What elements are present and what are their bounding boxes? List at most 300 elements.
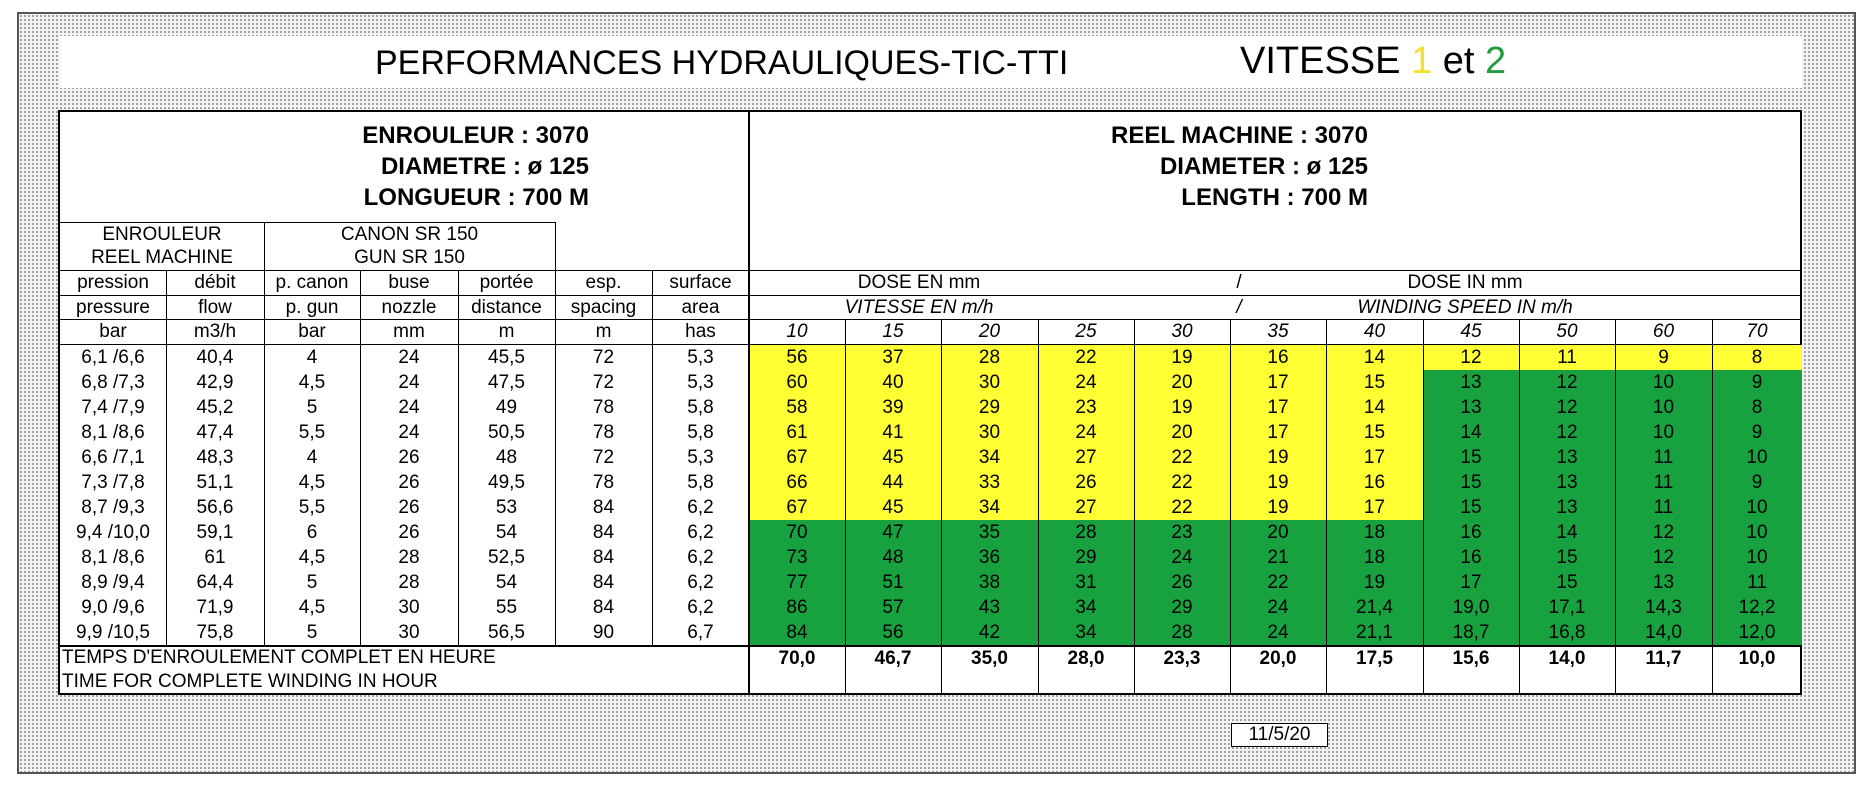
reel-group-fr: ENROULEUR xyxy=(102,223,222,245)
data-cell: 78 xyxy=(592,396,615,418)
dose-cell: 18 xyxy=(1326,520,1423,545)
footer-label-en: TIME FOR COMPLETE WINDING IN HOUR xyxy=(62,671,438,692)
dose-cell: 24 xyxy=(1230,595,1326,620)
dose-cell: 13 xyxy=(1519,495,1615,520)
column-header-fr: portée xyxy=(479,272,534,293)
data-cell: 4,5 xyxy=(298,546,326,568)
dose-cell: 21 xyxy=(1230,545,1326,570)
unit-label: mm xyxy=(393,321,425,342)
speed-col-divider xyxy=(941,319,942,693)
header-fr-line1: ENROULEUR : 3070 xyxy=(362,122,589,149)
dose-cell: 77 xyxy=(749,570,845,595)
dose-cell: 67 xyxy=(749,445,845,470)
dose-cell: 23 xyxy=(1038,395,1134,420)
data-cell: 6,7 xyxy=(687,621,714,643)
winding-time: 20,0 xyxy=(1259,648,1297,669)
speed-col-divider xyxy=(1615,319,1616,693)
dose-cell: 10 xyxy=(1615,395,1712,420)
data-cell: 55 xyxy=(495,596,518,618)
speed-title-prefix: VITESSE xyxy=(1240,40,1401,82)
dose-cell: 13 xyxy=(1519,445,1615,470)
dose-cell: 61 xyxy=(749,420,845,445)
dose-label-fr: DOSE EN mm xyxy=(857,272,981,293)
dose-cell: 44 xyxy=(845,470,941,495)
dose-cell: 20 xyxy=(1230,520,1326,545)
rule-dose-top xyxy=(60,270,1802,271)
speed-value: 30 xyxy=(1171,321,1193,342)
data-cell: 61 xyxy=(204,546,226,568)
data-cell: 24 xyxy=(398,371,420,393)
data-cell: 47,5 xyxy=(488,371,525,393)
dose-cell: 16 xyxy=(1230,345,1326,370)
column-header-en: p. gun xyxy=(285,297,339,318)
dose-cell: 12 xyxy=(1519,370,1615,395)
dose-cell: 15 xyxy=(1423,495,1519,520)
data-cell: 6,2 xyxy=(687,521,714,543)
data-cell: 49 xyxy=(495,396,518,418)
dose-cell: 12,0 xyxy=(1712,620,1802,645)
data-cell: 84 xyxy=(592,571,615,593)
speed-title xyxy=(1240,40,1506,82)
data-cell: 6,2 xyxy=(687,596,714,618)
dose-cell: 19 xyxy=(1230,445,1326,470)
dose-cell: 22 xyxy=(1134,445,1230,470)
column-header-en: distance xyxy=(471,297,542,318)
dose-cell: 15 xyxy=(1423,445,1519,470)
performance-table xyxy=(58,110,1802,695)
dose-cell: 8 xyxy=(1712,345,1802,370)
speed-value: 20 xyxy=(978,321,1001,342)
dose-cell: 17,1 xyxy=(1519,595,1615,620)
header-en-line2: DIAMETER : ø 125 xyxy=(1159,153,1368,180)
dose-cell: 38 xyxy=(941,570,1038,595)
data-cell: 6,8 /7,3 xyxy=(81,371,145,393)
data-cell: 49,5 xyxy=(488,471,525,493)
dose-cell: 28 xyxy=(1134,620,1230,645)
winding-time: 70,0 xyxy=(778,648,816,669)
dose-cell: 16 xyxy=(1423,520,1519,545)
data-cell: 5,3 xyxy=(687,346,714,368)
dose-cell: 10 xyxy=(1615,420,1712,445)
dose-cell: 14 xyxy=(1326,345,1423,370)
speed-col-divider xyxy=(1134,319,1135,693)
header-en xyxy=(960,120,1368,213)
dose-cell: 29 xyxy=(1038,545,1134,570)
dose-cell: 24 xyxy=(1230,620,1326,645)
dose-cell: 10 xyxy=(1712,445,1802,470)
data-cell: 45,5 xyxy=(488,346,525,368)
dose-cell: 10 xyxy=(1712,495,1802,520)
dose-cell: 9 xyxy=(1712,420,1802,445)
speed-1-label: 1 xyxy=(1411,40,1433,82)
speed-value: 25 xyxy=(1075,321,1097,342)
data-cell: 5 xyxy=(306,571,318,593)
left-col-divider xyxy=(458,270,459,645)
center-divider xyxy=(748,112,750,693)
data-cell: 26 xyxy=(398,471,420,493)
data-cell: 75,8 xyxy=(196,621,234,643)
data-cell: 6 xyxy=(306,521,318,543)
gun-group-en: GUN SR 150 xyxy=(354,246,465,268)
data-cell: 9,0 /9,6 xyxy=(81,596,145,618)
speed-col-divider xyxy=(845,319,846,693)
dose-cell: 39 xyxy=(845,395,941,420)
dose-cell: 10 xyxy=(1615,370,1712,395)
data-cell: 7,3 /7,8 xyxy=(81,471,145,493)
dose-cell: 26 xyxy=(1134,570,1230,595)
data-cell: 6,2 xyxy=(687,496,714,518)
dose-cell: 56 xyxy=(749,345,845,370)
dose-cell: 66 xyxy=(749,470,845,495)
data-cell: 24 xyxy=(398,421,420,443)
rule-data-bottom xyxy=(60,645,1802,647)
dose-cell: 19 xyxy=(1326,570,1423,595)
dose-cell: 34 xyxy=(941,495,1038,520)
speed-value: 45 xyxy=(1460,321,1482,342)
dose-cell: 13 xyxy=(1615,570,1712,595)
dose-separator: / xyxy=(1236,272,1242,293)
data-cell: 8,7 /9,3 xyxy=(81,496,145,518)
dose-cell: 43 xyxy=(941,595,1038,620)
dose-cell: 12 xyxy=(1423,345,1519,370)
dose-cell: 27 xyxy=(1038,445,1134,470)
dose-cell: 34 xyxy=(941,445,1038,470)
column-header-fr: débit xyxy=(194,272,236,293)
data-cell: 84 xyxy=(592,596,615,618)
winding-time: 14,0 xyxy=(1548,648,1586,669)
dose-cell: 41 xyxy=(845,420,941,445)
data-cell: 4 xyxy=(306,446,318,468)
dose-cell: 14 xyxy=(1423,420,1519,445)
winding-time: 17,5 xyxy=(1356,648,1393,669)
data-cell: 28 xyxy=(398,571,420,593)
data-cell: 4,5 xyxy=(298,371,326,393)
gun-group-fr: CANON SR 150 xyxy=(340,223,479,245)
data-cell: 30 xyxy=(398,621,420,643)
dose-cell: 23 xyxy=(1134,520,1230,545)
dose-cell: 31 xyxy=(1038,570,1134,595)
data-cell: 78 xyxy=(592,471,615,493)
data-cell: 26 xyxy=(398,446,420,468)
data-cell: 4,5 xyxy=(298,596,326,618)
dose-cell: 12,2 xyxy=(1712,595,1802,620)
data-cell: 7,4 /7,9 xyxy=(81,396,145,418)
dose-cell: 12 xyxy=(1615,520,1712,545)
dose-cell: 17 xyxy=(1230,420,1326,445)
dose-cell: 45 xyxy=(845,495,941,520)
dose-cell: 13 xyxy=(1423,370,1519,395)
data-cell: 26 xyxy=(398,496,420,518)
unit-label: m xyxy=(595,321,612,342)
dose-cell: 17 xyxy=(1326,445,1423,470)
data-cell: 9,9 /10,5 xyxy=(76,621,150,643)
dose-cell: 84 xyxy=(749,620,845,645)
dose-cell: 18,7 xyxy=(1423,620,1519,645)
data-cell: 47,4 xyxy=(196,421,234,443)
winding-time: 23,3 xyxy=(1163,648,1201,669)
data-cell: 24 xyxy=(398,396,420,418)
data-cell: 6,1 /6,6 xyxy=(81,346,145,368)
data-cell: 45,2 xyxy=(196,396,234,418)
data-cell: 8,9 /9,4 xyxy=(81,571,145,593)
speed-value: 35 xyxy=(1267,321,1289,342)
dose-cell: 20 xyxy=(1134,420,1230,445)
dose-cell: 28 xyxy=(1038,520,1134,545)
dose-cell: 15 xyxy=(1423,470,1519,495)
data-cell: 50,5 xyxy=(488,421,525,443)
dose-cell: 40 xyxy=(845,370,941,395)
rule-units-bottom xyxy=(60,344,1802,345)
dose-cell: 21,4 xyxy=(1326,595,1423,620)
data-cell: 6,2 xyxy=(687,546,714,568)
dose-cell: 17 xyxy=(1230,395,1326,420)
data-cell: 40,4 xyxy=(196,346,234,368)
data-cell: 5 xyxy=(306,621,318,643)
data-cell: 28 xyxy=(398,546,420,568)
column-header-en: spacing xyxy=(570,297,637,318)
dose-cell: 17 xyxy=(1423,570,1519,595)
data-cell: 59,1 xyxy=(196,521,234,543)
dose-cell: 16 xyxy=(1326,470,1423,495)
unit-label: m xyxy=(498,321,515,342)
unit-label: bar xyxy=(298,321,326,342)
rule-units-top xyxy=(60,319,1802,320)
dose-cell: 11 xyxy=(1712,570,1802,595)
speed-separator: / xyxy=(1236,297,1242,318)
winding-time: 10,0 xyxy=(1738,648,1776,669)
data-cell: 54 xyxy=(495,571,518,593)
data-cell: 6,6 /7,1 xyxy=(81,446,145,468)
dose-cell: 36 xyxy=(941,545,1038,570)
dose-cell: 10 xyxy=(1712,545,1802,570)
header-fr-line3: LONGUEUR : 700 M xyxy=(363,184,589,211)
winding-time: 15,6 xyxy=(1452,648,1490,669)
data-cell: 8,1 /8,6 xyxy=(81,421,145,443)
data-cell: 72 xyxy=(592,371,615,393)
dose-cell: 67 xyxy=(749,495,845,520)
dose-cell: 24 xyxy=(1038,420,1134,445)
unit-label: has xyxy=(685,321,716,342)
footer-label-fr: TEMPS D'ENROULEMENT COMPLET EN HEURE xyxy=(62,647,496,668)
dose-cell: 11 xyxy=(1519,345,1615,370)
data-cell: 42,9 xyxy=(196,371,234,393)
dose-cell: 14,0 xyxy=(1615,620,1712,645)
data-cell: 26 xyxy=(398,521,420,543)
data-cell: 5,8 xyxy=(687,396,714,418)
dose-cell: 15 xyxy=(1326,370,1423,395)
dose-cell: 20 xyxy=(1134,370,1230,395)
dose-cell: 45 xyxy=(845,445,941,470)
data-cell: 4 xyxy=(306,346,318,368)
speed-col-divider xyxy=(1519,319,1520,693)
data-cell: 72 xyxy=(592,446,615,468)
speed-value: 40 xyxy=(1363,321,1386,342)
dose-cell: 33 xyxy=(941,470,1038,495)
dose-cell: 14,3 xyxy=(1615,595,1712,620)
dose-cell: 42 xyxy=(941,620,1038,645)
header-en-line3: LENGTH : 700 M xyxy=(1181,184,1368,211)
column-header-en: flow xyxy=(198,297,232,318)
data-cell: 64,4 xyxy=(196,571,234,593)
date-stamp: 11/5/20 xyxy=(1231,723,1328,747)
dose-cell: 35 xyxy=(941,520,1038,545)
dose-cell: 29 xyxy=(1134,595,1230,620)
dose-cell: 16,8 xyxy=(1519,620,1615,645)
rule-speed-top xyxy=(60,295,1802,296)
page-title: PERFORMANCES HYDRAULIQUES-TIC-TTI xyxy=(375,44,1069,82)
dose-cell: 17 xyxy=(1326,495,1423,520)
dose-cell: 13 xyxy=(1519,470,1615,495)
dose-cell: 22 xyxy=(1134,470,1230,495)
speed-value: 10 xyxy=(786,321,808,342)
dose-cell: 28 xyxy=(941,345,1038,370)
data-cell: 24 xyxy=(398,346,420,368)
dose-cell: 26 xyxy=(1038,470,1134,495)
reel-group-en: REEL MACHINE xyxy=(91,246,233,268)
data-cell: 84 xyxy=(592,521,615,543)
data-cell: 56,6 xyxy=(196,496,234,518)
dose-cell: 47 xyxy=(845,520,941,545)
dose-cell: 12 xyxy=(1519,420,1615,445)
dose-cell: 51 xyxy=(845,570,941,595)
dose-cell: 9 xyxy=(1615,345,1712,370)
dose-cell: 30 xyxy=(941,420,1038,445)
dose-cell: 24 xyxy=(1038,370,1134,395)
dose-cell: 13 xyxy=(1423,395,1519,420)
dose-cell: 19 xyxy=(1134,345,1230,370)
dose-cell: 56 xyxy=(845,620,941,645)
column-header-fr: surface xyxy=(669,272,732,293)
data-cell: 71,9 xyxy=(196,596,234,618)
winding-time: 46,7 xyxy=(874,648,912,669)
dose-cell: 29 xyxy=(941,395,1038,420)
data-cell: 6,2 xyxy=(687,571,714,593)
winding-time: 28,0 xyxy=(1067,648,1105,669)
dose-cell: 10 xyxy=(1712,520,1802,545)
dose-cell: 12 xyxy=(1615,545,1712,570)
data-cell: 54 xyxy=(495,521,518,543)
unit-label: bar xyxy=(99,321,127,342)
dose-cell: 12 xyxy=(1519,395,1615,420)
data-cell: 84 xyxy=(592,546,615,568)
left-col-divider xyxy=(652,270,653,645)
data-cell: 5,3 xyxy=(687,371,714,393)
dose-cell: 19 xyxy=(1230,470,1326,495)
speed-col-divider xyxy=(1230,319,1231,693)
left-col-divider xyxy=(166,270,167,645)
unit-label: m3/h xyxy=(193,321,237,342)
dose-cell: 34 xyxy=(1038,620,1134,645)
header-fr xyxy=(260,120,589,213)
speed-col-divider xyxy=(1038,319,1039,693)
dose-cell: 30 xyxy=(941,370,1038,395)
dose-cell: 37 xyxy=(845,345,941,370)
left-col-divider xyxy=(555,270,556,645)
dose-cell: 22 xyxy=(1038,345,1134,370)
dose-cell: 9 xyxy=(1712,370,1802,395)
dose-cell: 27 xyxy=(1038,495,1134,520)
dose-cell: 22 xyxy=(1134,495,1230,520)
dose-cell: 57 xyxy=(845,595,941,620)
data-cell: 4,5 xyxy=(298,471,326,493)
left-col-divider xyxy=(264,270,265,645)
winding-time: 35,0 xyxy=(971,648,1008,669)
dose-cell: 15 xyxy=(1519,570,1615,595)
speed-label-fr: VITESSE EN m/h xyxy=(844,297,994,318)
data-cell: 5,5 xyxy=(298,421,326,443)
dose-cell: 60 xyxy=(749,370,845,395)
data-cell: 8,1 /8,6 xyxy=(81,546,145,568)
speed-value: 15 xyxy=(882,321,904,342)
speed-value: 60 xyxy=(1652,321,1675,342)
dose-cell: 58 xyxy=(749,395,845,420)
dose-cell: 19 xyxy=(1230,495,1326,520)
data-cell: 48 xyxy=(495,446,518,468)
data-cell: 51,1 xyxy=(196,471,234,493)
group-box-top xyxy=(60,222,555,223)
data-cell: 48,3 xyxy=(196,446,234,468)
dose-cell: 17 xyxy=(1230,370,1326,395)
header-fr-line2: DIAMETRE : ø 125 xyxy=(380,153,589,180)
data-cell: 90 xyxy=(592,621,615,643)
data-cell: 53 xyxy=(495,496,518,518)
data-cell: 72 xyxy=(592,346,615,368)
column-header-en: pressure xyxy=(76,297,150,318)
dose-cell: 15 xyxy=(1326,420,1423,445)
speed-2-label: 2 xyxy=(1485,40,1507,82)
dose-cell: 24 xyxy=(1134,545,1230,570)
column-header-fr: p. canon xyxy=(275,272,349,293)
group-box-right xyxy=(555,222,556,270)
speed-col-divider xyxy=(1712,319,1713,693)
dose-cell: 21,1 xyxy=(1326,620,1423,645)
speed-value: 50 xyxy=(1556,321,1578,342)
data-cell: 5 xyxy=(306,396,318,418)
speed-value: 70 xyxy=(1746,321,1768,342)
dose-cell: 11 xyxy=(1615,470,1712,495)
speed-et-label: et xyxy=(1442,40,1475,82)
dose-cell: 11 xyxy=(1615,495,1712,520)
data-cell: 52,5 xyxy=(488,546,525,568)
data-cell: 84 xyxy=(592,496,615,518)
dose-cell: 73 xyxy=(749,545,845,570)
column-header-en: area xyxy=(681,297,720,318)
speed-col-divider xyxy=(1423,319,1424,693)
data-cell: 5,8 xyxy=(687,471,714,493)
dose-cell: 9 xyxy=(1712,470,1802,495)
column-header-fr: esp. xyxy=(585,272,622,293)
data-cell: 5,3 xyxy=(687,446,714,468)
data-cell: 30 xyxy=(398,596,420,618)
dose-cell: 14 xyxy=(1519,520,1615,545)
column-header-fr: buse xyxy=(388,272,430,293)
dose-cell: 14 xyxy=(1326,395,1423,420)
dose-cell: 22 xyxy=(1230,570,1326,595)
speed-label-en: WINDING SPEED IN m/h xyxy=(1357,297,1573,318)
winding-time: 11,7 xyxy=(1645,648,1682,669)
data-cell: 56,5 xyxy=(488,621,525,643)
group-box-divider xyxy=(264,222,265,270)
dose-label-en: DOSE IN mm xyxy=(1407,272,1523,293)
dose-cell: 86 xyxy=(749,595,845,620)
dose-cell: 19,0 xyxy=(1423,595,1519,620)
dose-cell: 8 xyxy=(1712,395,1802,420)
speed-col-divider xyxy=(1326,319,1327,693)
data-cell: 9,4 /10,0 xyxy=(76,521,150,543)
dose-cell: 19 xyxy=(1134,395,1230,420)
left-col-divider xyxy=(360,270,361,645)
dose-cell: 15 xyxy=(1519,545,1615,570)
